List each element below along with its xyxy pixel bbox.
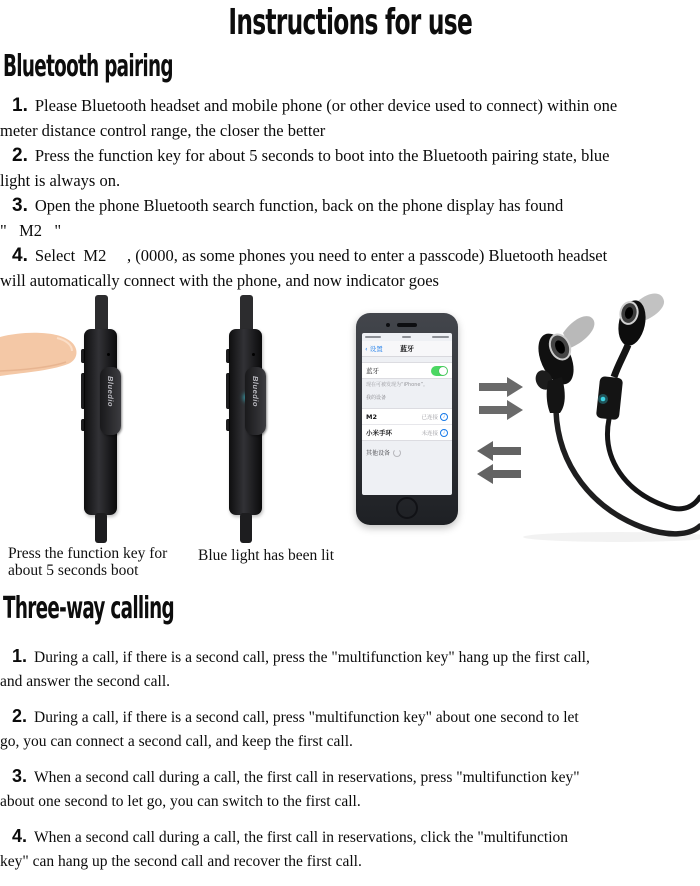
back-button: ‹ 设置 [365,345,383,353]
iphone [356,313,458,525]
volume-rocker [226,373,230,409]
step-text: key" can hang up the second call and recover the first call. [0,853,362,870]
cable [240,295,253,333]
bluetooth-toggle-on [431,366,448,376]
earbud-cables [556,411,700,534]
back-chevron-icon: ‹ [365,345,368,353]
step-text: When a second call during a call, the first call in reservations, press "multifunction key" [34,769,580,786]
mic-hole [107,353,110,356]
threeway-step-3 [0,764,700,814]
phone-screen-title: 蓝牙 [400,345,414,353]
blue-led-indicator [601,397,606,402]
step-text: light is always on. [0,171,121,190]
status-bar [362,333,452,341]
cable [240,513,252,543]
step-text: " M2 " [0,221,62,240]
device-name: M2 [366,412,377,421]
home-button [396,497,418,519]
arrows-right-icon [479,377,523,420]
volume-rocker [81,373,85,409]
threeway-step-1 [0,644,700,694]
function-key [226,349,230,363]
bluetooth-step-2 [0,143,700,193]
step-number: 3. [12,766,28,786]
mic-hole [252,353,255,356]
step-text: meter distance control range, the closer the better [0,121,326,140]
step-text: Select M2 , (0000, as some phones you need to enter a passcode) Bluetooth headset [34,246,608,265]
side-key [226,419,230,431]
phone-nav-bar [362,341,452,357]
other-devices-row: 其他设备 [362,441,452,457]
section-heading-threeway: Three-way calling [3,591,174,626]
shirt-clip [100,367,121,435]
step-number: 1. [12,646,28,666]
device-status: 未连接 [421,430,438,437]
headset-control-module-on [229,293,269,543]
arrows-left-icon [477,441,521,484]
brand-logo: Bluedio [106,376,115,407]
threeway-step-4 [0,824,700,874]
step-text: about one second to let go, you can switch to the first call. [0,793,361,810]
step-text: go, you can connect a second call, and keep the first call. [0,733,353,750]
step-text: will automatically connect with the phone, and now indicator goes [0,271,439,290]
step-text: and answer the second call. [0,673,171,690]
product-figure [0,293,700,543]
section-heading-bluetooth: Bluetooth pairing [3,49,173,84]
earpiece-speaker [397,323,417,327]
brand-logo: Bluedio [251,376,260,407]
threeway-steps-list [0,644,700,874]
bluetooth-toggle-row: 蓝牙 [362,363,452,378]
step-number: 3. [12,195,28,216]
step-text: Open the phone Bluetooth search function, back on the phone display has found [34,196,564,215]
side-key [81,419,85,431]
figure-captions [0,543,700,589]
finger-illustration [0,333,77,376]
step-text: Please Bluetooth headset and mobile phone (or other device used to connect) within one [34,96,618,115]
device-name: 小米手环 [366,429,392,437]
info-icon: i [440,429,448,437]
step-text: During a call, if there is a second call, press "multifunction key" about one second to let [34,709,579,726]
shirt-clip [245,367,266,435]
bluetooth-step-1 [0,93,700,143]
step-number: 1. [12,95,28,116]
page-title [0,4,700,42]
bluetooth-steps-list [0,93,700,293]
step-text: Press the function key for about 5 seconds to boot into the Bluetooth pairing state, blue [34,146,610,165]
page-title-text: Instructions for use [228,2,472,43]
step-number: 2. [12,145,28,166]
device-row [362,409,452,424]
caption-blue-light: Blue light has been lit [198,547,335,564]
discoverable-note: 现在可被发现为“iPhone”。 [366,382,429,388]
step-text: During a call, if there is a second call, press the "multifunction key" hang up the first call, [34,649,590,666]
step-text: When a second call during a call, the first call in reservations, click the "multifunction [34,829,569,846]
step-number: 4. [12,245,28,266]
spinner-icon [393,449,401,457]
cable [95,295,108,333]
function-key [81,349,85,363]
step-number: 2. [12,706,28,726]
info-icon: i [440,413,448,421]
phone-screen [362,333,452,495]
my-devices-header: 我的设备 [366,395,387,401]
device-row [362,424,452,440]
device-status: 已连接 [421,414,438,421]
right-earbud [596,294,664,421]
caption-function-key: Press the function key for about 5 seconds boot [8,545,168,579]
left-earbud [531,316,594,413]
bluetooth-step-4 [0,243,700,293]
bluetooth-step-3 [0,193,700,243]
cable [95,513,107,543]
headset-control-module-off [84,293,124,543]
front-camera [386,323,390,327]
step-number: 4. [12,826,28,846]
threeway-step-2 [0,704,700,754]
